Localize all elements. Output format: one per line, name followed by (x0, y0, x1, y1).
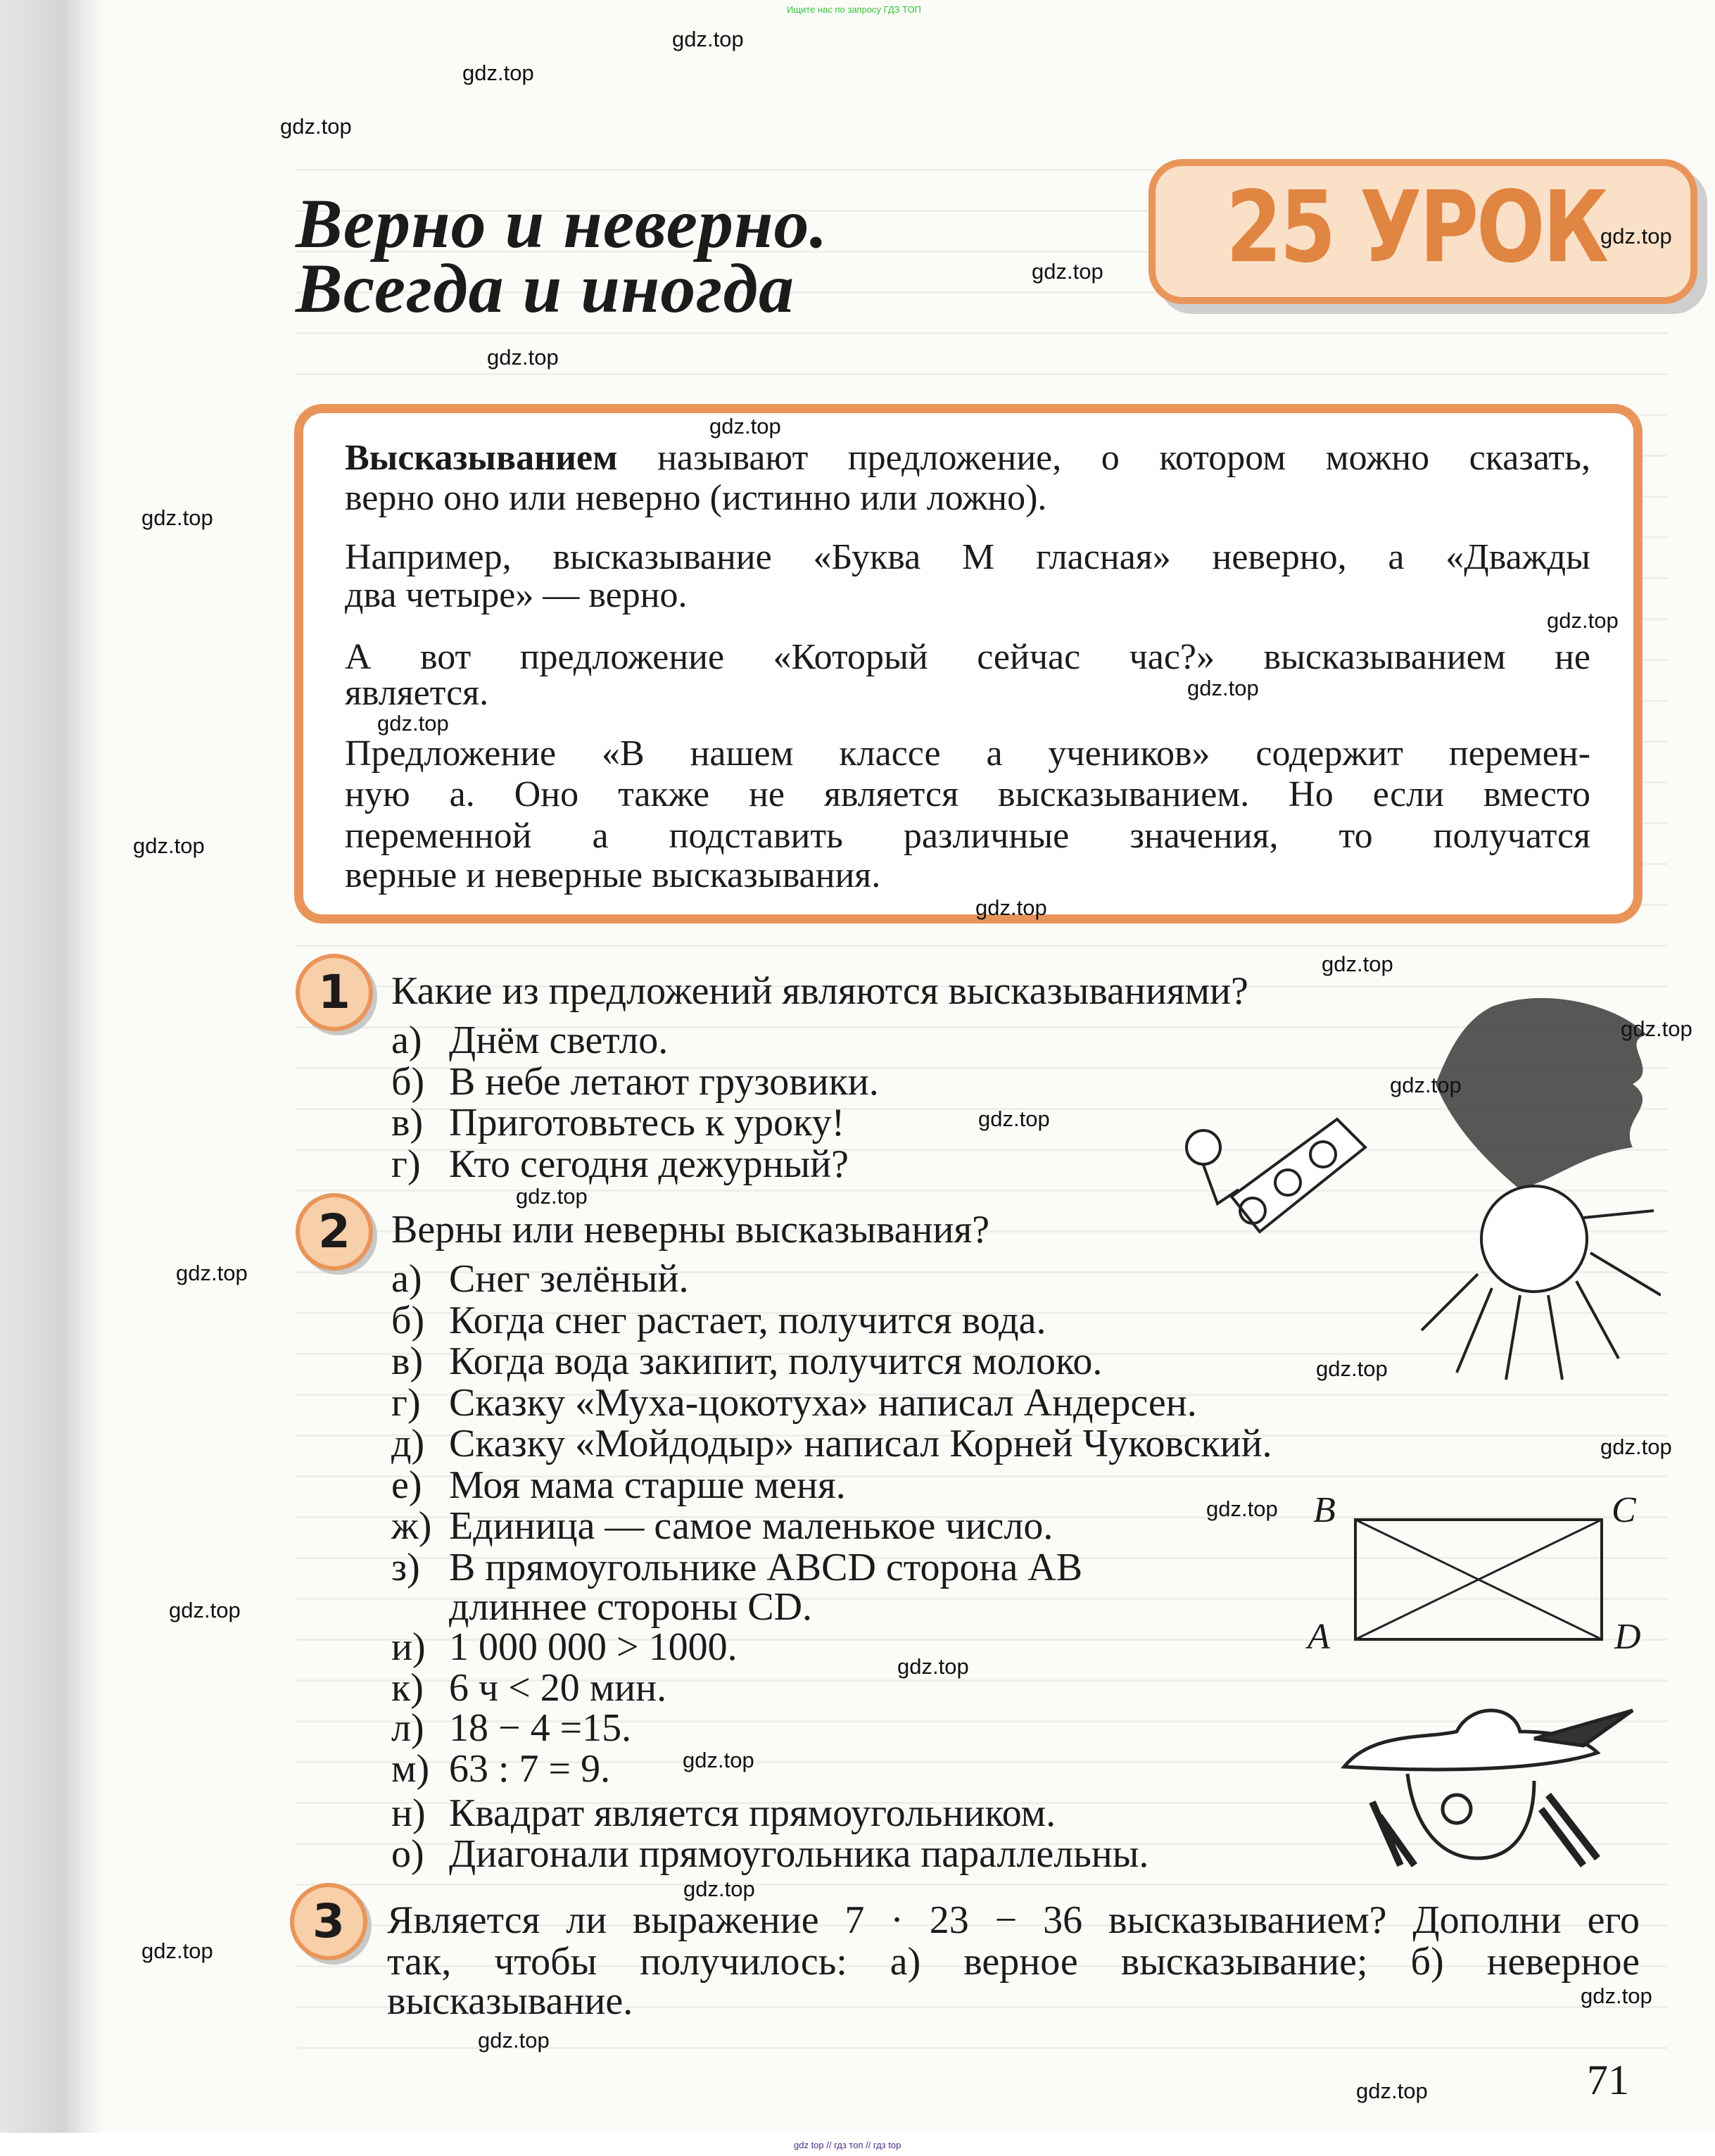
watermark-label: gdz.top (1206, 1496, 1278, 1521)
watermark-label: gdz.top (709, 414, 781, 439)
task-3-line: высказывание. (387, 1979, 633, 2023)
definition-line-text: верно оно или неверно (истинно или ложно). (345, 478, 1047, 518)
definition-line-text: два четыре» — верно. (345, 575, 688, 615)
task-item-text: Квадрат является прямоугольником. (449, 1791, 1056, 1835)
task-item-text: Диагонали прямоугольника параллельны. (449, 1832, 1149, 1876)
task-item-text: 63 : 7 = 9. (449, 1747, 611, 1791)
watermark-label: gdz.top (516, 1184, 588, 1209)
watermark-label: gdz.top (1322, 952, 1393, 976)
task-item-text: Сказку «Мойдодыр» написал Корней Чуковский. (449, 1422, 1272, 1465)
definition-line-text: А вот предложение «Который сейчас час?» высказыванием не (345, 637, 1590, 677)
watermark-label: gdz.top (478, 2028, 550, 2053)
watermark-label: gdz.top (141, 505, 213, 530)
watermark-label: gdz.top (1356, 2079, 1428, 2103)
watermark-label: gdz.top (1621, 1016, 1692, 1041)
definition-line (345, 857, 1590, 894)
task-question: Какие из предложений являются высказываниями? (391, 969, 1248, 1013)
definition-line-text: называют предложение, о котором можно сказать, (617, 438, 1590, 478)
task-3-line: Является ли выражение 7 · 23 − 36 высказыванием? Дополни его (387, 1898, 1640, 1942)
top-note: Ищите нас по запросу ГДЗ ТОП (787, 4, 921, 15)
task-item-text: Снег зелёный. (449, 1257, 689, 1301)
watermark-label: gdz.top (176, 1261, 248, 1285)
task-number-badge: 1 (296, 954, 373, 1031)
definition-line-text: ную a. Оно также не является высказыванием. Но если вместо (345, 774, 1590, 814)
vertex-label-a: A (1308, 1617, 1330, 1657)
watermark-label: gdz.top (1032, 259, 1103, 284)
watermark-label: gdz.top (978, 1107, 1050, 1131)
task-item-letter: л) (391, 1706, 424, 1750)
task-item-letter: а) (391, 1257, 422, 1301)
task-item-text: длиннее стороны CD. (449, 1585, 813, 1629)
task-item-text: 1 000 000 > 1000. (449, 1625, 738, 1669)
vertex-label-d: D (1614, 1617, 1641, 1657)
task-item-text: Когда вода закипит, получится молоко. (449, 1339, 1103, 1383)
task-item-letter: е) (391, 1463, 422, 1507)
watermark-label: gdz.top (672, 27, 744, 51)
task-item-letter: б) (391, 1299, 425, 1342)
definition-line (345, 539, 1590, 576)
rectangle-abcd-figure (1353, 1517, 1606, 1644)
vertex-label-b: B (1313, 1490, 1336, 1530)
task-3-line: так, чтобы получилось: а) верное высказывание; б) неверное (387, 1940, 1640, 1984)
watermark-label: gdz.top (1600, 1435, 1672, 1459)
task-item-text: 18 − 4 =15. (449, 1706, 632, 1750)
task-item-letter: б) (391, 1060, 425, 1104)
task-number-badge: 3 (290, 1883, 367, 1960)
definition-line (345, 480, 1590, 517)
watermark-label: gdz.top (133, 833, 205, 858)
watermark-label: gdz.top (1187, 676, 1259, 700)
task-item-text: Сказку «Муха-цокотуха» написал Андерсен. (449, 1381, 1197, 1425)
bottom-note: gdz top // гдз топ // гдз top (794, 2140, 901, 2150)
task-question: Верны или неверны высказывания? (391, 1208, 990, 1252)
task-item-text: В небе летают грузовики. (449, 1060, 879, 1104)
watermark-label: gdz.top (683, 1877, 755, 1901)
task-item-text: Днём светло. (449, 1019, 669, 1062)
watermark-label: gdz.top (683, 1748, 754, 1772)
watermark-label: gdz.top (377, 711, 449, 736)
man-with-hat-illustration (1330, 1703, 1640, 1872)
task-item-text: Кто сегодня дежурный? (449, 1142, 849, 1186)
definition-line (345, 639, 1590, 676)
page-binding-shadow (0, 0, 106, 2140)
watermark-label: gdz.top (1547, 608, 1619, 633)
task-item-text: В прямоугольнике ABCD сторона AB (449, 1546, 1083, 1589)
task-item-letter: м) (391, 1747, 430, 1791)
task-item-text: Когда снег растает, получится вода. (449, 1299, 1046, 1342)
task-item-letter: и) (391, 1625, 426, 1669)
task-item-letter: а) (391, 1019, 422, 1062)
watermark-label: gdz.top (487, 345, 559, 370)
task-item-text: Единица — самое маленькое число. (449, 1504, 1053, 1548)
page-title-line-2: Всегда и иногда (296, 249, 795, 327)
definition-line (345, 440, 1590, 477)
definition-line (345, 675, 1590, 712)
page-number: 71 (1587, 2057, 1629, 2103)
task-item-letter: г) (391, 1142, 421, 1186)
task-item-letter: в) (391, 1101, 424, 1145)
definition-line-text: переменной a подставить различные значения, то получатся (345, 816, 1590, 856)
task-item-letter: о) (391, 1832, 424, 1876)
task-item-letter: в) (391, 1339, 424, 1383)
watermark-label: gdz.top (280, 114, 352, 139)
task-item-text: Моя мама старше меня. (449, 1463, 846, 1507)
watermark-label: gdz.top (141, 1938, 213, 1963)
task-item-letter: з) (391, 1546, 420, 1589)
watermark-label: gdz.top (169, 1598, 241, 1622)
watermark-label: gdz.top (462, 61, 534, 85)
task-number-badge: 2 (296, 1193, 373, 1271)
vertex-label-c: C (1612, 1490, 1636, 1530)
definition-line-text: верные и неверные высказывания. (345, 855, 881, 895)
task-item-letter: г) (391, 1381, 421, 1425)
definition-line (345, 577, 1590, 614)
definition-term: Высказыванием (345, 438, 618, 478)
definition-line-text: является. (345, 673, 489, 713)
watermark-label: gdz.top (1316, 1356, 1388, 1381)
task-item-text: Приготовьтесь к уроку! (449, 1101, 845, 1145)
watermark-label: gdz.top (1600, 224, 1672, 248)
lesson-badge-label: 25 УРОК (1226, 170, 1607, 285)
definition-line-text: Например, высказывание «Буква М гласная» неверно, а «Дважды (345, 537, 1590, 577)
task-item-text: 6 ч < 20 мин. (449, 1666, 667, 1710)
task-item-letter: ж) (391, 1504, 432, 1548)
skater-illustration (1126, 978, 1661, 1387)
definition-line (345, 818, 1590, 855)
watermark-label: gdz.top (897, 1654, 969, 1679)
page-title-line-1: Верно и неверно. (296, 184, 828, 263)
definition-line (345, 733, 1590, 774)
definition-line (345, 776, 1590, 813)
watermark-label: gdz.top (1581, 1984, 1652, 2008)
task-item-letter: н) (391, 1791, 426, 1835)
definition-line-text: Предложение «В нашем классе a учеников» содержит перемен- (345, 733, 1590, 774)
task-item-letter: к) (391, 1666, 424, 1710)
task-item-letter: д) (391, 1422, 425, 1465)
watermark-label: gdz.top (975, 895, 1047, 920)
watermark-label: gdz.top (1390, 1073, 1462, 1097)
